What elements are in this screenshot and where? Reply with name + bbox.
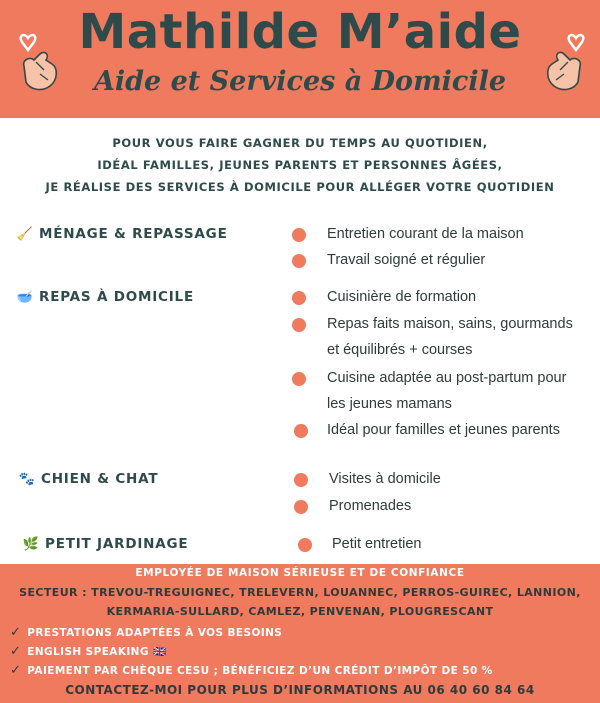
check-label: PAIEMENT PAR CHÈQUE CESU ; BÉNÉFICIEZ D’UN CRÉDIT D’IMPÔT DE 50 % bbox=[27, 665, 493, 677]
bullet-dot bbox=[294, 500, 308, 514]
intro-line: POUR VOUS FAIRE GAGNER DU TEMPS AU QUOTIDIEN, bbox=[112, 136, 488, 150]
checkmark-icon: ✓ bbox=[10, 625, 22, 640]
service-title-label: MÉNAGE & REPASSAGE bbox=[39, 226, 228, 242]
intro-line: JE RÉALISE DES SERVICES À DOMICILE POUR ALLÉGER VOTRE QUOTIDIEN bbox=[45, 180, 555, 194]
checkmark-icon: ✓ bbox=[10, 644, 22, 659]
paw-prints-icon: 🐾 bbox=[18, 472, 36, 487]
bullet-dot bbox=[298, 538, 312, 552]
bullet-dot bbox=[292, 228, 306, 242]
sector-line: KERMARIA-SULLARD, CAMLEZ, PENVENAN, PLOUGRESCANT bbox=[106, 605, 494, 618]
service-menage-title bbox=[16, 226, 228, 242]
footer-banner bbox=[0, 564, 600, 703]
service-item: et équilibrés + courses bbox=[327, 342, 473, 358]
intro-text bbox=[0, 132, 600, 198]
bowl-icon: 🥣 bbox=[16, 290, 34, 305]
service-item: Petit entretien bbox=[332, 536, 422, 552]
contact-phone-line: CONTACTEZ-MOI POUR PLUS D’INFORMATIONS AU 06 40 60 84 64 bbox=[65, 683, 535, 697]
check-item bbox=[10, 663, 493, 678]
bullet-dot bbox=[294, 473, 308, 487]
intro-line: IDÉAL FAMILLES, JEUNES PARENTS ET PERSONNES ÂGÉES, bbox=[97, 158, 503, 172]
service-item: Entretien courant de la maison bbox=[327, 226, 524, 242]
service-item: les jeunes mamans bbox=[327, 396, 452, 412]
bullet-dot bbox=[294, 424, 308, 438]
finger-heart-icon bbox=[540, 32, 586, 94]
brand-title: Mathilde M’aide bbox=[78, 4, 522, 60]
service-item: Travail soigné et régulier bbox=[327, 252, 486, 268]
service-repas-title bbox=[16, 289, 194, 305]
employee-statement: EMPLOYÉE DE MAISON SÉRIEUSE ET DE CONFIANCE bbox=[135, 567, 465, 579]
service-item: Repas faits maison, sains, gourmands bbox=[327, 316, 573, 332]
check-label: PRESTATIONS ADAPTÉES À VOS BESOINS bbox=[27, 627, 283, 639]
bullet-dot bbox=[292, 254, 306, 268]
herb-icon: 🌿 bbox=[22, 537, 40, 552]
service-item: Cuisinière de formation bbox=[327, 289, 477, 305]
service-item: Visites à domicile bbox=[329, 471, 441, 487]
checkmark-icon: ✓ bbox=[10, 663, 22, 678]
brand-subtitle: Aide et Services à Domicile bbox=[93, 66, 507, 97]
service-item: Cuisine adaptée au post-partum pour bbox=[327, 370, 567, 386]
bullet-dot bbox=[292, 372, 306, 386]
header-banner bbox=[0, 0, 600, 118]
service-title-label: REPAS À DOMICILE bbox=[39, 289, 194, 305]
service-item: Promenades bbox=[329, 498, 412, 514]
broom-icon: 🧹 bbox=[16, 227, 34, 242]
service-item: Idéal pour familles et jeunes parents bbox=[327, 422, 560, 438]
service-animaux-title bbox=[18, 471, 158, 487]
bullet-dot bbox=[292, 318, 306, 332]
service-title-label: CHIEN & CHAT bbox=[41, 471, 159, 487]
bullet-dot bbox=[292, 291, 306, 305]
check-label: ENGLISH SPEAKING 🇬🇧 bbox=[27, 646, 167, 658]
service-title-label: PETIT JARDINAGE bbox=[45, 536, 189, 552]
sector-line: SECTEUR : TREVOU-TREGUIGNEC, TRELEVERN, LOUANNEC, PERROS-GUIREC, LANNION, bbox=[19, 586, 581, 599]
check-item bbox=[10, 644, 166, 659]
check-item bbox=[10, 625, 282, 640]
service-jardinage-title bbox=[22, 536, 188, 552]
